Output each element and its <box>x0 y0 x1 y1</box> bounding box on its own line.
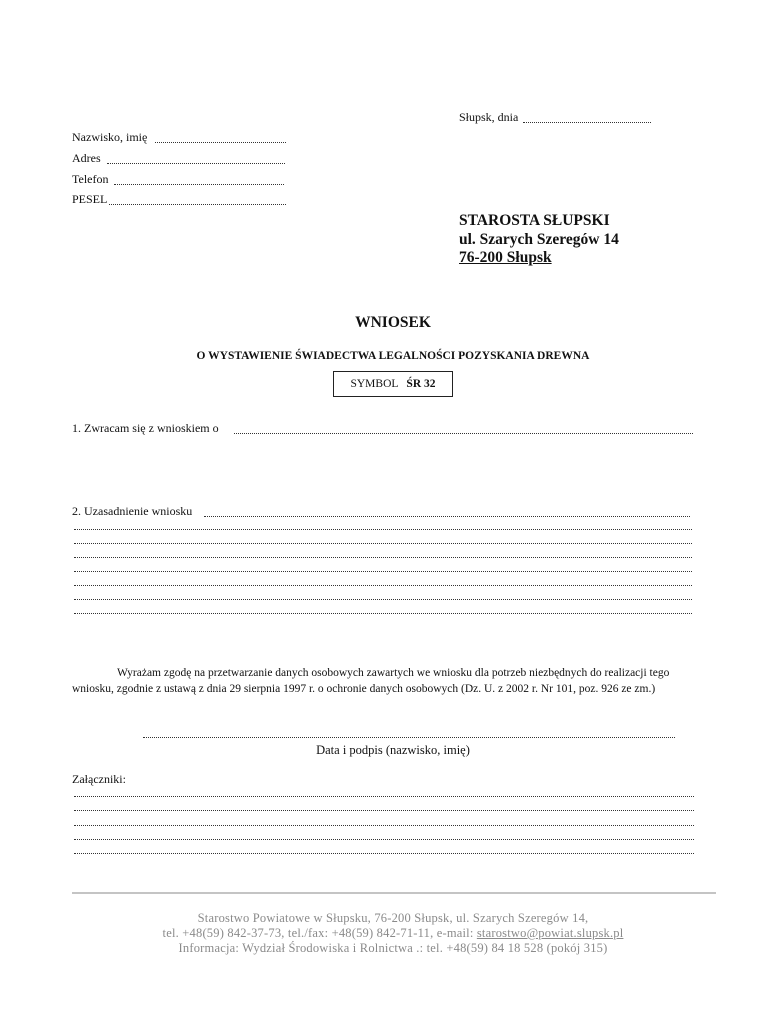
address-field[interactable] <box>107 163 285 164</box>
request-label: 1. Zwracam się z wnioskiem o <box>72 421 219 435</box>
signature-label: Data i podpis (nazwisko, imię) <box>316 743 470 757</box>
justification-label: 2. Uzasadnienie wniosku <box>72 504 193 518</box>
place-date-label: Słupsk, dnia <box>459 110 519 124</box>
date-field[interactable] <box>523 122 651 123</box>
footer-line-2 <box>0 926 770 941</box>
recipient-line-1: STAROSTA SŁUPSKI <box>459 212 610 229</box>
pesel-field[interactable] <box>109 204 286 205</box>
footer-email-link[interactable]: starostwo@powiat.slupsk.pl <box>476 926 624 940</box>
attachment-line[interactable] <box>74 825 694 826</box>
justification-line[interactable] <box>74 613 692 614</box>
form-subtitle: O WYSTAWIENIE ŚWIADECTWA LEGALNOŚCI POZYSKANIA DREWNA <box>196 350 590 362</box>
name-field[interactable] <box>155 142 286 143</box>
footer-contact: tel. +48(59) 842-37-73, tel./fax: +48(59) 842-71-11, e-mail: <box>162 926 477 940</box>
justification-line[interactable] <box>74 529 692 530</box>
name-label: Nazwisko, imię <box>72 130 148 144</box>
justification-field[interactable] <box>204 516 690 517</box>
attachment-line[interactable] <box>74 839 694 840</box>
attachments-label: Załączniki: <box>72 772 126 786</box>
address-label: Adres <box>72 151 101 165</box>
attachment-line[interactable] <box>74 810 694 811</box>
symbol-box <box>333 371 453 397</box>
attachment-line[interactable] <box>74 796 694 797</box>
symbol-label: SYMBOL <box>350 378 399 390</box>
footer-line-1: Starostwo Powiatowe w Słupsku, 76-200 Słupsk, ul. Szarych Szeregów 14, <box>197 911 589 925</box>
page-title: WNIOSEK <box>355 314 431 331</box>
justification-line[interactable] <box>74 599 692 600</box>
justification-line[interactable] <box>74 543 692 544</box>
phone-field[interactable] <box>114 184 284 185</box>
justification-line[interactable] <box>74 585 692 586</box>
justification-line[interactable] <box>74 557 692 558</box>
phone-label: Telefon <box>72 172 109 186</box>
request-field[interactable] <box>234 433 693 434</box>
pesel-label: PESEL <box>72 192 108 206</box>
footer-divider <box>72 892 716 894</box>
symbol-value: ŚR 32 <box>406 378 436 390</box>
consent-text: Wyrażam zgodę na przetwarzanie danych osobowych zawartych we wniosku dla potrzeb niezbędnych do realizacji tego wniosku, zgodnie z ustawą z dnia 29 sierpnia 1997 r. o ochronie danych osobowych (Dz. U. z 2002 r. Nr 101, poz. 926 ze zm.) <box>72 667 670 695</box>
footer-line-3: Informacja: Wydział Środowiska i Rolnictwa .: tel. +48(59) 84 18 528 (pokój 315) <box>178 941 608 955</box>
signature-field[interactable] <box>143 737 675 738</box>
justification-line[interactable] <box>74 571 692 572</box>
recipient-line-2: ul. Szarych Szeregów 14 <box>459 231 619 248</box>
attachment-line[interactable] <box>74 853 694 854</box>
recipient-line-3: 76-200 Słupsk <box>459 249 552 266</box>
